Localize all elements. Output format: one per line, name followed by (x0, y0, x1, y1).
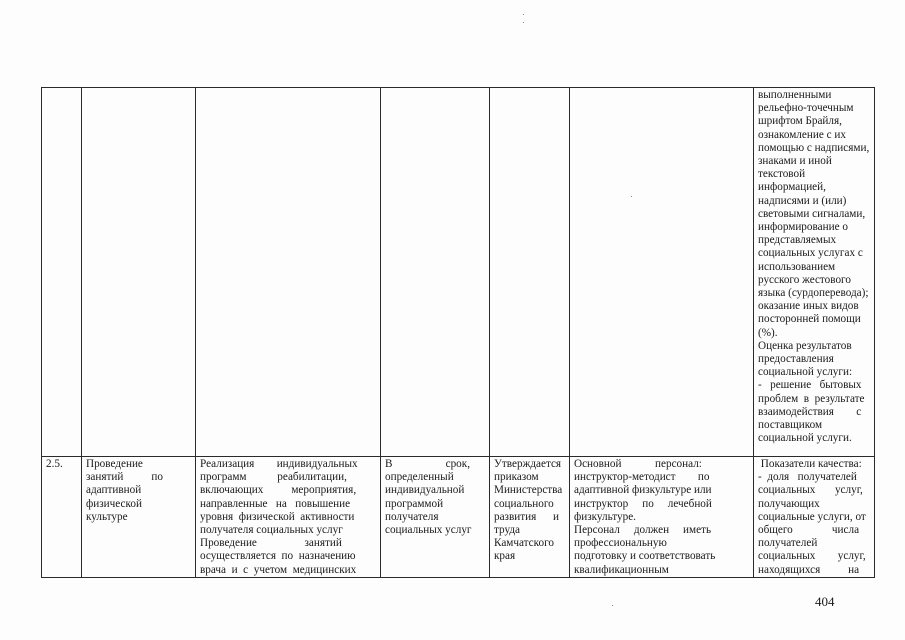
cell-row-number: 2.5. (42, 457, 82, 578)
services-table (41, 87, 875, 578)
cell-text-line: социальных услуг, (758, 550, 866, 563)
cell-text-line: врача и с учетом медицинских (200, 563, 357, 576)
cell-text-line: выполненными (758, 89, 832, 101)
cell-text-line: осуществляется по назначению (200, 550, 356, 563)
cell-text-line: физической (86, 497, 142, 510)
cell-text-line: социальных услуг (385, 524, 472, 537)
cell-text-line: инструктор по лечебной (574, 497, 712, 510)
cell-text-line: информирование о (758, 221, 848, 234)
scan-speck (523, 22, 524, 23)
cell-content-prev (196, 88, 381, 457)
cell-service-name (82, 457, 196, 578)
cell-text-line: адаптивной (86, 484, 142, 497)
cell-text-line: Проведение (86, 458, 143, 470)
cell-text-line: поставщиком (758, 419, 823, 432)
cell-text-line: подготовку и соответствовать (574, 550, 716, 563)
cell-text-line: - решение бытовых (758, 379, 862, 392)
cell-text-line: социальной услуги. (758, 432, 852, 445)
page-number: 404 (815, 594, 835, 609)
cell-text-line: физкультуре. (574, 510, 636, 523)
cell-text-line: языка (сурдоперевода); (758, 287, 869, 300)
cell-text-line: шрифтом Брайля, (758, 115, 842, 128)
cell-text-line: Реализация индивидуальных (200, 458, 358, 470)
cell-text-line: труда (494, 524, 521, 537)
cell-text-line: использованием (758, 260, 836, 273)
cell-text-line: текстовой (758, 168, 806, 181)
cell-text-line: развития и (494, 510, 560, 523)
cell-text-line: занятий по (86, 471, 163, 484)
cell-text-line: приказом (494, 471, 539, 484)
cell-text-line: социальных услуг, (758, 484, 863, 497)
cell-text-line: ознакомление с их (758, 128, 846, 141)
cell-text-line: рельефно-точечным (758, 102, 854, 115)
cell-text-line: предоставления (758, 353, 834, 366)
cell-text-line: В срок, (385, 458, 470, 470)
cell-text-line: Министерства (494, 484, 563, 497)
cell-service-content (196, 457, 381, 578)
cell-text-line: Показатели качества: (758, 458, 862, 470)
cell-text-line: Камчатского (494, 537, 555, 550)
scan-speck (523, 14, 524, 15)
cell-text-line: информацией, (758, 181, 826, 194)
cell-text-line: - доля получателей (758, 471, 857, 484)
cell-text-line: знаками и иной (758, 155, 832, 168)
cell-text-line: общего числа (758, 524, 860, 537)
cell-text-line: русского жестового (758, 273, 851, 286)
cell-service-term (381, 457, 490, 578)
cell-text-line: направленные на повышение (200, 497, 351, 510)
cell-text-line: представляемых (758, 234, 837, 247)
cell-text-line: квалификационным (574, 563, 669, 576)
cell-text-line: получающих (758, 497, 820, 510)
cell-tariff-prev (490, 88, 570, 457)
scan-speck (631, 196, 632, 197)
cell-name-prev (82, 88, 196, 457)
cell-text-line: Оценка результатов (758, 339, 852, 352)
cell-term-prev (381, 88, 490, 457)
cell-text-line: уровня физической активности (200, 510, 355, 523)
cell-text-line: адаптивной физкультуре или (574, 484, 712, 497)
cell-text-line: (%). (758, 326, 778, 339)
cell-num-prev (42, 88, 82, 457)
cell-text-line: социального (494, 497, 554, 510)
cell-text-line: программой (385, 497, 444, 510)
cell-text-line: определенный (385, 471, 454, 484)
cell-text-line: находящихся на (758, 563, 860, 576)
cell-text-line: получателя (385, 510, 439, 523)
cell-text-line: Утверждается (494, 458, 562, 470)
cell-text-line: проблем в результате (758, 392, 865, 405)
cell-conditions-prev (570, 88, 754, 457)
table-row-continued (42, 88, 875, 457)
cell-text-line: социальной услуги: (758, 366, 853, 379)
cell-text-line: инструктор-методист по (574, 471, 710, 484)
cell-text-line: культуре (86, 510, 128, 523)
cell-text-line: профессиональную (574, 537, 667, 550)
cell-text-line: получателей (758, 537, 818, 550)
cell-quality-indicators (754, 457, 875, 578)
cell-text-line: края (494, 550, 516, 563)
cell-text-line: получателя социальных услуг (200, 524, 343, 537)
cell-service-conditions (570, 457, 754, 578)
cell-text-line: взаимодействия с (758, 405, 862, 418)
cell-text-line: социальных услугах с (758, 247, 863, 260)
cell-service-tariff (490, 457, 570, 578)
cell-text-line: световыми сигналами, (758, 207, 866, 220)
cell-text-line: индивидуальной (385, 484, 465, 497)
cell-text-line: Персонал должен иметь (574, 524, 712, 537)
cell-text-line: включающих мероприятия, (200, 484, 357, 497)
cell-text-line: посторонней помощи (758, 313, 861, 326)
cell-text-line: оказание иных видов (758, 300, 859, 313)
scan-speck (612, 605, 613, 606)
cell-text-line: программ реабилитации, (200, 471, 347, 484)
table-row-2-5 (42, 457, 875, 578)
cell-text-line: социальные услуги, от (758, 510, 866, 523)
cell-indicators-prev (754, 88, 875, 457)
cell-text-line: помощью с надписями, (758, 141, 870, 154)
cell-text-line: надписями и (или) (758, 194, 847, 207)
cell-text-line: Основной персонал: (574, 458, 702, 470)
cell-text-line: Проведение занятий (200, 537, 342, 550)
